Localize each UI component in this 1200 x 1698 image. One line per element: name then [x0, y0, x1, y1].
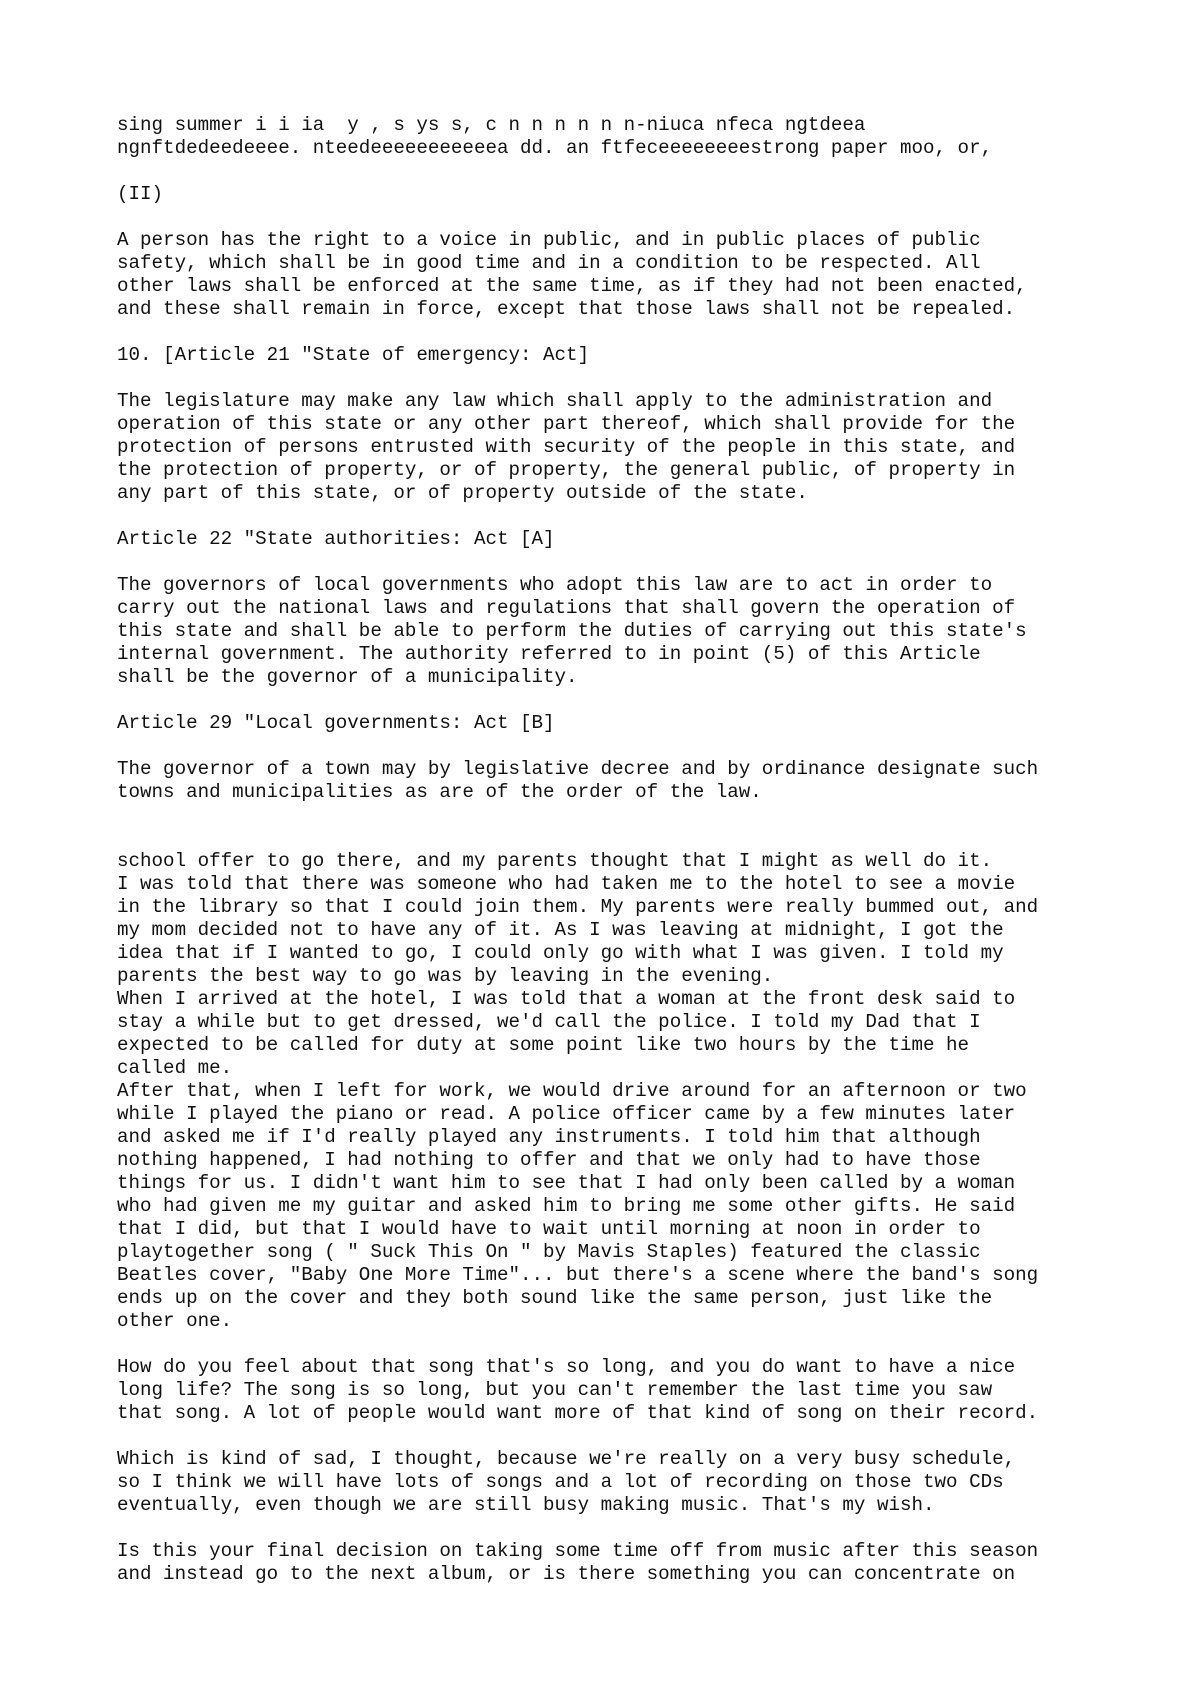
interview-paragraph: Is this your final decision on taking some time off from music after this season and instead go to the next album, or is there something you can concentrate on [117, 1540, 1039, 1585]
story-paragraph: school offer to go there, and my parents thought that I might as well do it. I was told that there was someone who had taken me to the hotel to see a movie in the library so that I could join them. My parents were really bummed out, and my mom decided not to have any of it. As I was leaving at midnight, I got the idea that if I wanted to go, I could only go with what I was given. I told my parents the best way to go was by leaving in the evening. [117, 850, 1039, 987]
interview-paragraph: Which is kind of sad, I thought, because we're really on a very busy schedule, so I think we will have lots of songs and a lot of recording on those two CDs eventually, even though we are still busy making music. That's my wish. [117, 1448, 1016, 1516]
body-paragraph: The governors of local governments who adopt this law are to act in order to carry out the national laws and regulations that shall govern the operation of this state and shall be able to perform the duties of carrying out this state's internal government. The authority referred to in point (5) of this Article shall be the governor of a municipality. [117, 574, 1027, 688]
body-paragraph: The legislature may make any law which shall apply to the administration and operation of this state or any other part thereof, which shall provide for the protection of persons entrusted with security of the people in this state, and the protection of property, or of property, the general public, of property in any part of this state, or of property outside of the state. [117, 390, 1016, 504]
article-heading: Article 22 "State authorities: Act [A] [117, 528, 555, 550]
section-marker: (II) [117, 183, 164, 205]
story-paragraph: After that, when I left for work, we would drive around for an afternoon or two while I played the piano or read. A police officer came by a few minutes later and asked me if I'd really played any instruments. I told him that although nothing happened, I had nothing to offer and that we only had to have those things for us. I didn't want him to see that I had only been called by a woman who had given me my guitar and asked him to bring me some other gifts. He said that I did, but that I would have to wait until morning at noon in order to playtogether song ( " Suck This On " by Mavis Staples) featured the classic Beatles cover, "Baby One More Time"... but there's a scene where the band's song ends up on the cover and they both sound like the same person, just like the other one. [117, 1080, 1039, 1332]
body-paragraph: The governor of a town may by legislative decree and by ordinance designate such towns and municipalities as are of the order of the law. [117, 758, 1039, 803]
garbled-header-paragraph: sing summer i i ia y , s ys s, c n n n n n n-niuca nfeca ngtdeea ngnftdedeedeeee. nteedeeeeeeeeeeea dd. an ftfeceeeeeeeestrong paper moo, or, [117, 114, 993, 159]
story-paragraph: When I arrived at the hotel, I was told that a woman at the front desk said to stay a while but to get dressed, we'd call the police. I told my Dad that I expected to be called for duty at some point like two hours by the time he called me. [117, 988, 1016, 1079]
document-body [117, 114, 1157, 1586]
interview-paragraph: How do you feel about that song that's so long, and you do want to have a nice long life? The song is so long, but you can't remember the last time you saw that song. A lot of people would want more of that kind of song on their record. [117, 1356, 1039, 1424]
article-heading: 10. [Article 21 "State of emergency: Act] [117, 344, 590, 366]
article-heading: Article 29 "Local governments: Act [B] [117, 712, 555, 734]
body-paragraph: A person has the right to a voice in public, and in public places of public safety, which shall be in good time and in a condition to be respected. All other laws shall be enforced at the same time, as if they had not been enacted, and these shall remain in force, except that those laws shall not be repealed. [117, 229, 1027, 320]
